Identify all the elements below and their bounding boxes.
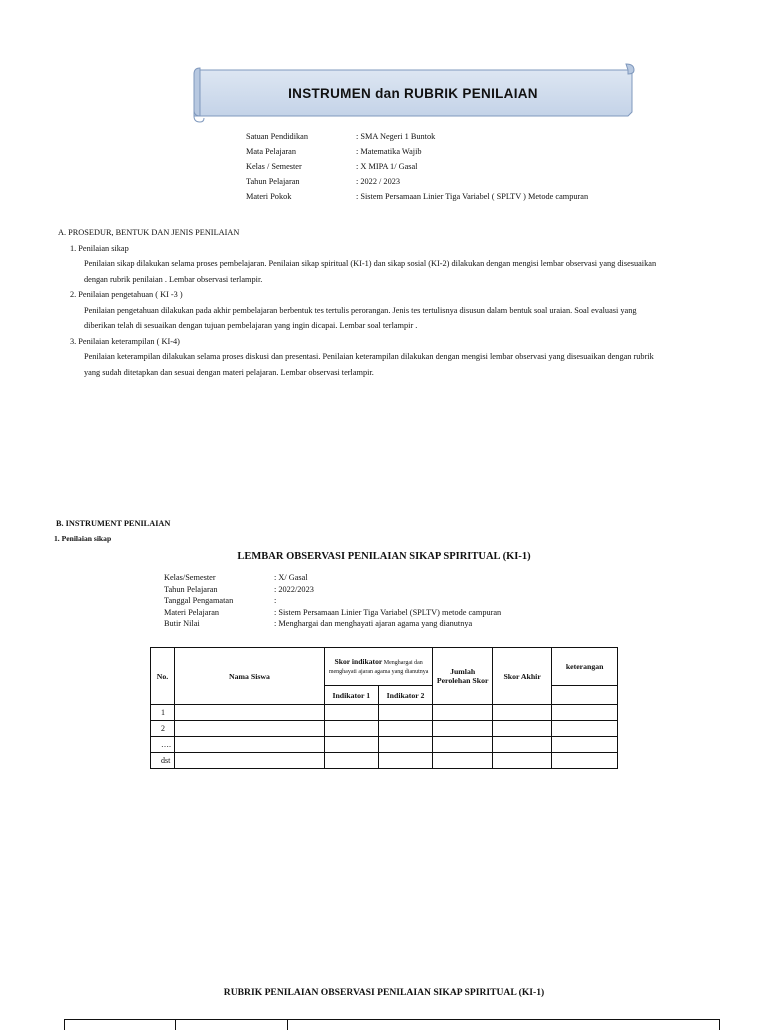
col-keterangan: keterangan [552, 648, 618, 686]
lembar-row [164, 618, 501, 630]
lembar-row [164, 584, 501, 596]
table-cell [378, 737, 433, 753]
table-cell [433, 737, 493, 753]
item-title: 2. Penilaian pengetahuan ( KI -3 ) [70, 290, 183, 299]
table-row [151, 721, 618, 737]
identity-value: : X MIPA 1/ Gasal [356, 162, 418, 171]
identity-value: : 2022 / 2023 [356, 177, 401, 186]
col-indikator-2: Indikator 2 [378, 686, 433, 705]
table-cell [174, 705, 324, 721]
identity-label: Tahun Pelajaran [246, 177, 300, 186]
table-cell [492, 721, 551, 737]
identity-row [246, 189, 588, 204]
row-number: dst [151, 753, 175, 769]
section-a-heading: A. PROSEDUR, BENTUK DAN JENIS PENILAIAN [58, 228, 240, 237]
table-cell [325, 753, 379, 769]
table-cell [325, 721, 379, 737]
table-row [151, 705, 618, 721]
table-cell [325, 737, 379, 753]
lembar-value: : X/ Gasal [274, 573, 308, 582]
lembar-label: Materi Pelajaran [164, 607, 220, 617]
col-jumlah: Jumlah Perolehan Skor [433, 648, 493, 705]
lembar-row [164, 572, 501, 584]
table-row [151, 737, 618, 753]
table-cell [433, 753, 493, 769]
identity-row [246, 129, 588, 144]
identity-row [246, 174, 588, 189]
table-cell [433, 721, 493, 737]
table-cell [552, 753, 618, 769]
rubrik-table-divider [175, 1020, 176, 1030]
table-cell [552, 737, 618, 753]
table-cell [325, 705, 379, 721]
lembar-label: Kelas/Semester [164, 573, 216, 582]
rubrik-table-top [64, 1019, 720, 1030]
col-indikator-1: Indikator 1 [325, 686, 379, 705]
item-title: 1. Penilaian sikap [70, 243, 129, 253]
table-cell [378, 705, 433, 721]
table-cell [433, 705, 493, 721]
identity-value: : Sistem Persamaan Linier Tiga Variabel ( SPLTV ) Metode campuran [356, 192, 589, 201]
lembar-value: : Menghargai dan menghayati ajaran agama yang dianutnya [274, 619, 473, 628]
identity-row [246, 159, 588, 174]
page-title: INSTRUMEN dan RUBRIK PENILAIAN [288, 86, 538, 101]
col-skor-akhir: Skor Akhir [492, 648, 551, 705]
section-b-heading: B. INSTRUMENT PENILAIAN [56, 519, 171, 528]
table-cell [174, 721, 324, 737]
lembar-value: : [274, 596, 277, 605]
lembar-fields [164, 572, 501, 630]
rubrik-title: RUBRIK PENILAIAN OBSERVASI PENILAIAN SIKAP SPIRITUAL (KI-1) [223, 987, 545, 998]
item-text: yang sudah ditetapkan dan sesuai dengan materi pelajaran. Lembar observasi terlampir. [84, 367, 374, 377]
table-cell [378, 753, 433, 769]
table-cell [174, 737, 324, 753]
skor-head-bold: Skor indikator [334, 656, 383, 666]
item-text: diberikan telah di sesuaikan dengan tujuan pembelajaran yang ingin dicapai. Lembar soal terlampir . [84, 321, 418, 330]
rubrik-table-divider [287, 1020, 288, 1030]
lembar-row [164, 607, 501, 619]
lembar-value: : Sistem Persamaan Linier Tiga Variabel (SPLTV) metode campuran [274, 607, 502, 617]
lembar-value: : 2022/2023 [274, 584, 314, 594]
row-number: …. [151, 737, 175, 753]
identity-label: Kelas / Semester [246, 162, 302, 171]
identity-row [246, 144, 588, 159]
identity-value: : SMA Negeri 1 Buntok [356, 132, 436, 141]
table-cell [552, 721, 618, 737]
item-text: Penilaian pengetahuan dilakukan pada akhir pembelajaran berbentuk tes tertulis perorangan. Jenis tes tertulisnya disusun dalam bentuk soal uraian. Soal evaluasi yang [84, 305, 637, 315]
col-no: No. [151, 648, 175, 705]
identity-label: Mata Pelajaran [246, 147, 296, 156]
table-row [151, 753, 618, 769]
item-text: Penilaian keterampilan dilakukan selama proses diskusi dan presentasi. Penilaian keterampilan dilakukan dengan mengisi lembar observasi yang disesuaikan dengan rubrik [84, 352, 654, 361]
table-cell [378, 721, 433, 737]
lembar-row [164, 595, 501, 607]
table-cell [174, 753, 324, 769]
item-text: dengan rubrik penilaian . Lembar observasi terlampir. [84, 274, 263, 284]
lembar-title: LEMBAR OBSERVASI PENILAIAN SIKAP SPIRITUAL (KI-1) [237, 551, 531, 562]
identity-label: Satuan Pendidikan [246, 132, 308, 141]
section-b-sub: 1. Penilaian sikap [54, 534, 112, 543]
item-text: Penilaian sikap dilakukan selama proses pembelajaran. Penilaian sikap spiritual (KI-1) dan sikap sosial (KI-2) dilakukan dengan mengisi lembar observasi yang disesuaikan [84, 259, 657, 268]
observation-table [150, 647, 618, 769]
item-title: 3. Penilaian keterampilan ( KI-4) [70, 336, 180, 346]
col-skor-indikator [325, 648, 433, 686]
table-cell [552, 686, 618, 705]
title-banner [190, 62, 636, 124]
table-cell [552, 705, 618, 721]
lembar-label: Butir Nilai [164, 619, 200, 628]
section-a [58, 225, 718, 380]
identity-label: Materi Pokok [246, 192, 292, 201]
row-number: 2 [151, 721, 175, 737]
identity-value: : Matematika Wajib [356, 147, 422, 156]
table-cell [492, 753, 551, 769]
table-header-row [151, 648, 618, 686]
col-nama: Nama Siswa [174, 648, 324, 705]
lembar-label: Tanggal Pengamatan [164, 596, 234, 605]
row-number: 1 [151, 705, 175, 721]
table-cell [492, 737, 551, 753]
lembar-label: Tahun Pelajaran [164, 584, 218, 594]
table-cell [492, 705, 551, 721]
identity-block [246, 129, 588, 204]
skor-head-rest: Menghargai dan menghayati ajaran agama yang dianutnya [328, 659, 429, 675]
